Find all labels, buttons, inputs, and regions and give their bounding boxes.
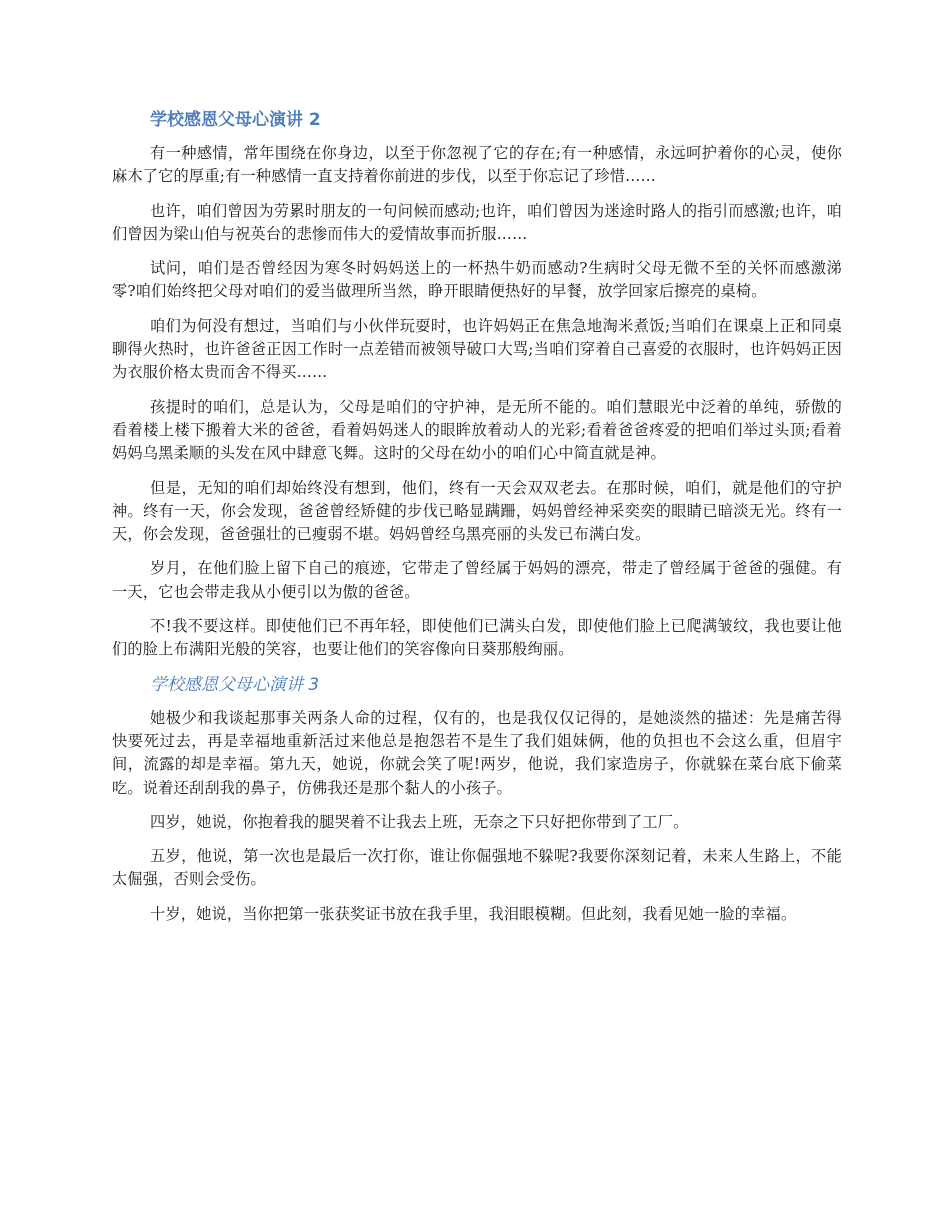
- paragraph: 十岁，她说，当你把第一张获奖证书放在我手里，我泪眼模糊。但此刻，我看见她一脸的幸福。: [150, 904, 797, 923]
- paragraph: 不!我不要这样。即使他们已不再年轻，即使他们已满头白发，即使他们脸上已爬满皱纹，我也要让他们的脸上布满阳光般的笑容，也要让他们的笑容像向日葵那般绚丽。: [112, 617, 842, 659]
- document-page: [112, 108, 842, 937]
- paragraph: 有一种感情，常年围绕在你身边，以至于你忽视了它的存在;有一种感情，永远呵护着你的心灵，使你麻木了它的厚重;有一种感情一直支持着你前进的步伐，以至于你忘记了珍惜……: [112, 144, 842, 186]
- paragraph: 但是，无知的咱们却始终没有想到，他们，终有一天会双双老去。在那时候，咱们，就是他们的守护神。终有一天，你会发现，爸爸曾经矫健的步伐已略显蹒跚，妈妈曾经神采奕奕的眼睛已暗淡无光。终有一天，你会发现，爸爸强壮的已瘦弱不堪。妈妈曾经乌黑亮丽的头发已布满白发。: [112, 478, 842, 544]
- section-title: 学校感恩父母心演讲 2: [150, 110, 321, 130]
- section-title: 学校感恩父母心演讲 3: [150, 674, 320, 695]
- paragraph: 孩提时的咱们，总是认为，父母是咱们的守护神，是无所不能的。咱们慧眼光中泛着的单纯，骄傲的看着楼上楼下搬着大米的爸爸，看着妈妈迷人的眼眸放着动人的光彩;看着爸爸疼爱的把咱们举过头顶;看着妈妈乌黑柔顺的头发在风中肆意飞舞。这时的父母在幼小的咱们心中简直就是神。: [112, 397, 842, 463]
- paragraph: 试问，咱们是否曾经因为寒冬时妈妈送上的一杯热牛奶而感动?生病时父母无微不至的关怀而感激涕零?咱们始终把父母对咱们的爱当做理所当然，睁开眼睛便热好的早餐，放学回家后擦亮的桌椅。: [112, 259, 842, 301]
- paragraph: 她极少和我谈起那事关两条人命的过程，仅有的，也是我仅仅记得的，是她淡然的描述：先是痛苦得快要死过去，再是幸福地重新活过来他总是抱怨若不是生了我们姐妹俩，他的负担也不会这么重，但眉宇间，流露的却是幸福。第九天，她说，你就会笑了呢!两岁，他说，我们家造房子，你就躲在菜台底下偷菜吃。说着还刮刮我的鼻子，仿佛我还是那个黏人的小孩子。: [112, 708, 842, 797]
- paragraph: 五岁，他说，第一次也是最后一次打你，谁让你倔强地不躲呢?我要你深刻记着，未来人生路上，不能太倔强，否则会受伤。: [112, 847, 842, 889]
- paragraph: 也许，咱们曾因为劳累时朋友的一句问候而感动;也许，咱们曾因为迷途时路人的指引而感激;也许，咱们曾因为梁山伯与祝英台的悲惨而伟大的爱情故事而折服……: [112, 201, 842, 243]
- paragraph: 岁月，在他们脸上留下自己的痕迹，它带走了曾经属于妈妈的漂亮，带走了曾经属于爸爸的强健。有一天，它也会带走我从小便引以为傲的爸爸。: [112, 559, 842, 601]
- paragraph: 四岁，她说，你抱着我的腿哭着不让我去上班，无奈之下只好把你带到了工厂。: [150, 812, 689, 831]
- paragraph: 咱们为何没有想过，当咱们与小伙伴玩耍时，也许妈妈正在焦急地淘米煮饭;当咱们在课桌上正和同桌聊得火热时，也许爸爸正因工作时一点差错而被领导破口大骂;当咱们穿着自己喜爱的衣服时，也许妈妈正因为衣服价格太贵而舍不得买……: [112, 316, 842, 382]
